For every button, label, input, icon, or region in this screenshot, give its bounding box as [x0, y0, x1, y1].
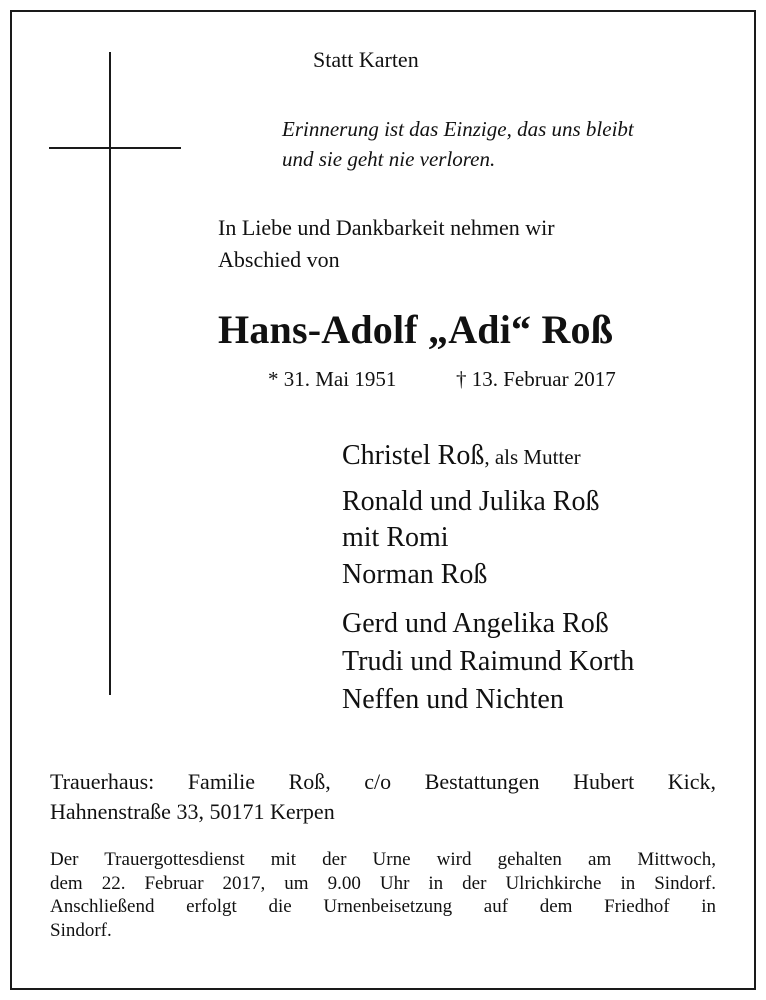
intro-text — [218, 212, 555, 276]
intro-line-1: In Liebe und Dankbarkeit nehmen wir — [218, 215, 555, 240]
quote-line-1: Erinnerung ist das Einzige, das uns bleibt — [282, 117, 634, 141]
cross-horizontal-bar — [49, 147, 181, 149]
mourner-group-ronald — [342, 484, 599, 556]
service-line-3: Anschließend erfolgt die Urnenbeisetzung auf dem Friedhof in — [50, 896, 716, 917]
mourner-norman: Norman Roß — [342, 559, 488, 590]
trauerhaus-line-2: Hahnenstraße 33, 50171 Kerpen — [50, 799, 335, 824]
death-date: † 13. Februar 2017 — [456, 367, 616, 391]
mourner-nephews-nieces: Neffen und Nichten — [342, 684, 564, 715]
service-line-1: Der Trauergottesdienst mit der Urne wird gehalten am Mittwoch, — [50, 849, 716, 870]
birth-date: * 31. Mai 1951 — [268, 367, 397, 391]
service-line-4: Sindorf. — [50, 919, 112, 941]
mourner-ronald-line-2: mit Romi — [342, 522, 449, 553]
trauerhaus-address — [50, 767, 716, 827]
funeral-service-info — [50, 848, 716, 942]
mourner-gerd-line-1: Gerd und Angelika Roß — [342, 608, 609, 639]
mourner-ronald-line-1: Ronald und Julika Roß — [342, 486, 600, 517]
statt-karten-heading: Statt Karten — [313, 47, 419, 72]
mourner-mother-role: , als Mutter — [484, 445, 581, 469]
quote-line-2: und sie geht nie verloren. — [282, 147, 496, 171]
mourner-mother — [342, 440, 581, 472]
service-line-2: dem 22. Februar 2017, um 9.00 Uhr in der Ulrichkirche in Sindorf. — [50, 872, 716, 894]
memorial-quote — [282, 114, 634, 174]
mourner-gerd-line-2: Trudi und Raimund Korth — [342, 646, 635, 677]
intro-line-2: Abschied von — [218, 247, 340, 272]
mourner-mother-name: Christel Roß — [342, 440, 485, 471]
trauerhaus-line-1: Trauerhaus: Familie Roß, c/o Bestattungen Hubert Kick, — [50, 769, 716, 794]
deceased-name: Hans-Adolf „Adi“ Roß — [218, 307, 614, 352]
mourner-group-gerd — [342, 605, 634, 681]
